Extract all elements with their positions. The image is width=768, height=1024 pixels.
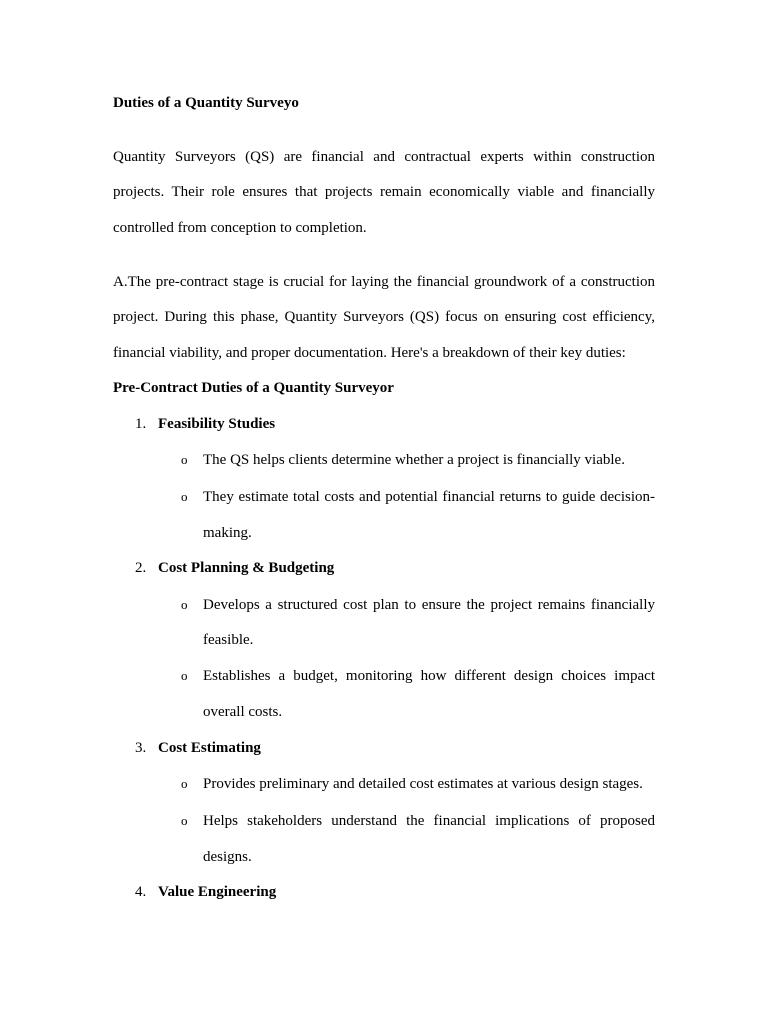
list-number: 1.: [135, 416, 147, 432]
list-point: Develops a structured cost plan to ensure the project remains financially: [203, 597, 655, 613]
list-point: Provides preliminary and detailed cost estimates at various design stages.: [203, 776, 643, 792]
list-point-continuation: feasible.: [203, 632, 254, 648]
list-point-continuation: overall costs.: [203, 704, 283, 720]
list-point: They estimate total costs and potential financial returns to guide decision-: [203, 489, 655, 505]
bullet-marker: o: [181, 668, 188, 683]
list-number: 4.: [135, 884, 147, 900]
intro-line-3: controlled from conception to completion.: [113, 220, 367, 236]
list-item-title: Feasibility Studies: [158, 416, 276, 432]
list-point: The QS helps clients determine whether a project is financially viable.: [203, 452, 625, 468]
bullet-marker: o: [181, 597, 188, 612]
list-item-title: Value Engineering: [158, 884, 277, 900]
bullet-marker: o: [181, 776, 188, 791]
section-subheading: Pre-Contract Duties of a Quantity Surveyor: [113, 380, 394, 396]
intro-line-1: Quantity Surveyors (QS) are financial and contractual experts within construction: [113, 149, 655, 165]
section-a-line-3: financial viability, and proper documentation. Here's a breakdown of their key duties:: [113, 345, 626, 361]
document-page: [113, 0, 655, 1024]
section-a-line-1: A.The pre-contract stage is crucial for laying the financial groundwork of a construction: [113, 274, 655, 290]
list-point: Establishes a budget, monitoring how different design choices impact: [203, 668, 655, 684]
bullet-marker: o: [181, 813, 188, 828]
list-point-continuation: making.: [203, 525, 252, 541]
section-a-line-2: project. During this phase, Quantity Surveyors (QS) focus on ensuring cost efficiency,: [113, 309, 655, 325]
bullet-marker: o: [181, 489, 188, 504]
intro-line-2: projects. Their role ensures that projects remain economically viable and financially: [113, 184, 655, 200]
bullet-marker: o: [181, 452, 188, 467]
document-heading: Duties of a Quantity Surveyo: [113, 95, 299, 111]
list-item-title: Cost Estimating: [158, 740, 261, 756]
list-number: 2.: [135, 560, 147, 576]
list-point-continuation: designs.: [203, 849, 252, 865]
list-item-title: Cost Planning & Budgeting: [158, 560, 335, 576]
list-point: Helps stakeholders understand the financial implications of proposed: [203, 813, 655, 829]
list-number: 3.: [135, 740, 147, 756]
